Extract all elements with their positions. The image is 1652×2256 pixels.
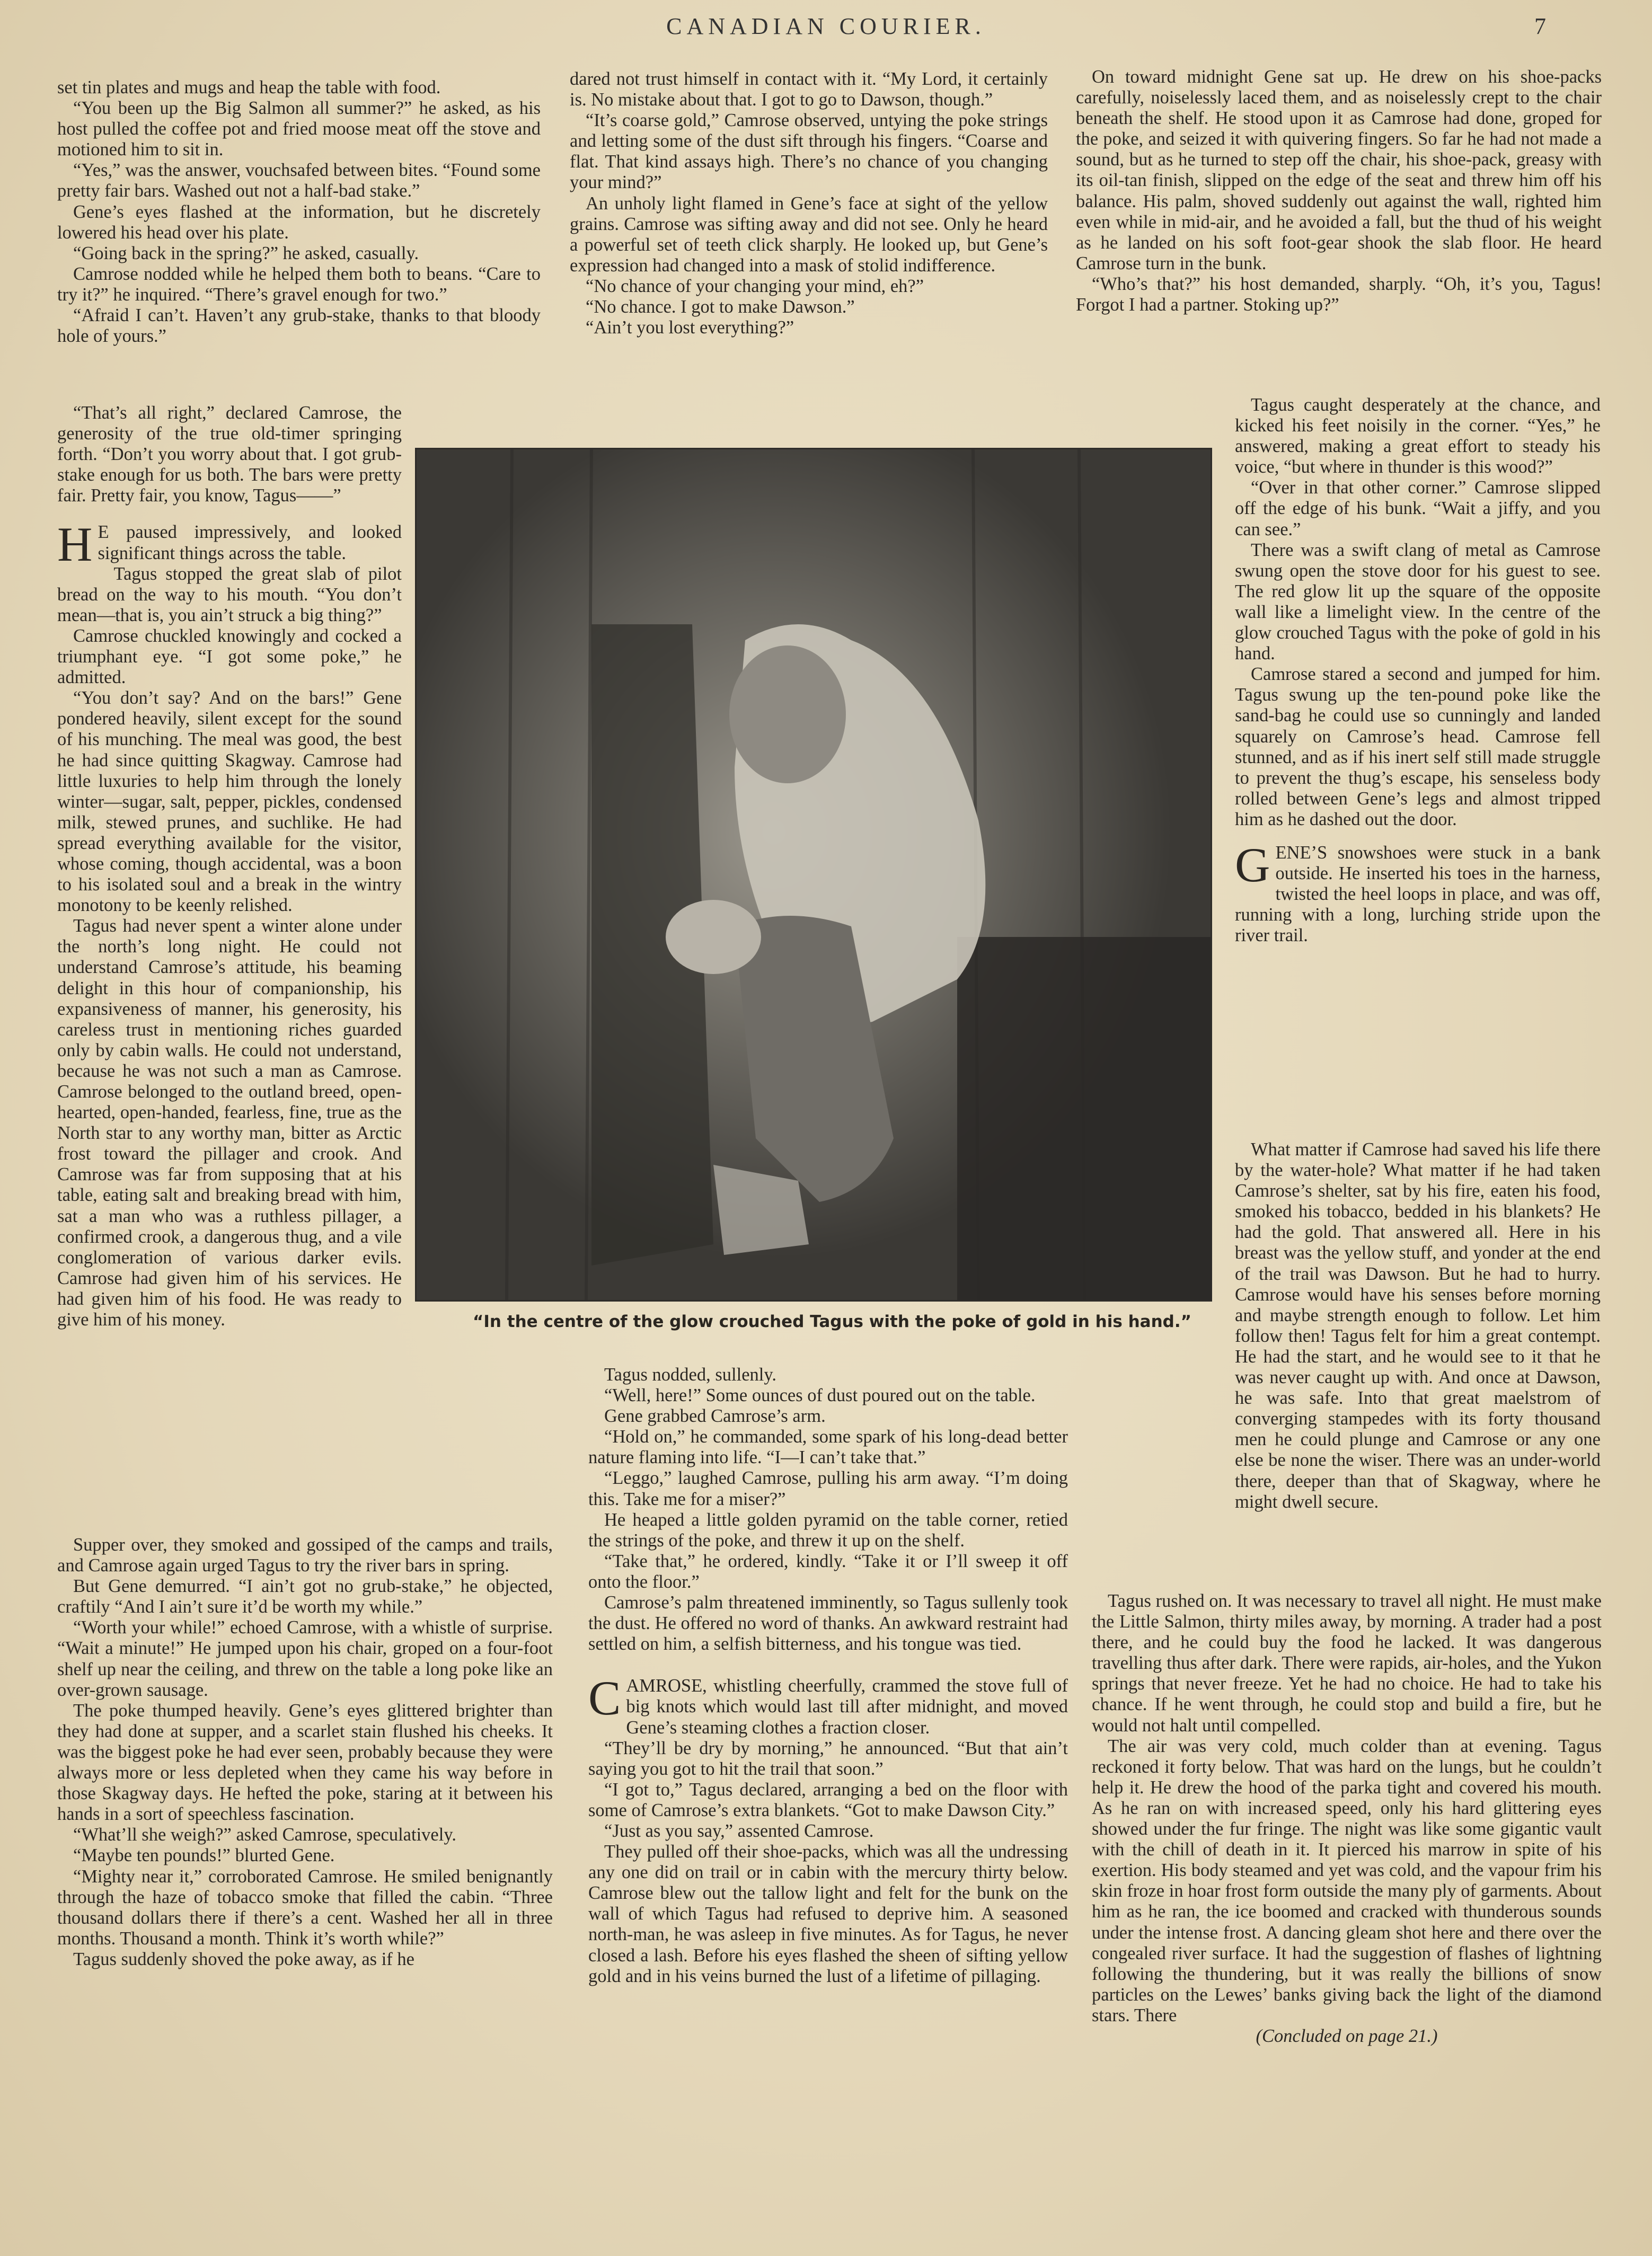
column-3-narrow [1235, 395, 1601, 946]
column-2-bottom [588, 1365, 1068, 1987]
paragraph: “What’ll she weigh?” asked Camrose, speculatively. [73, 1825, 456, 1845]
paragraph: Tagus suddenly shoved the poke away, as if he [73, 1949, 414, 1969]
paragraph: “Afraid I can’t. Haven’t any grub-stake, thanks to that bloody hole of yours.” [57, 305, 541, 347]
drop-cap: G [1235, 837, 1270, 892]
paragraph: “Just as you say,” assented Camrose. [604, 1820, 874, 1841]
paragraph: dared not trust himself in contact with it. “My Lord, it certainly is. No mistake about that. I got to go to Dawson, though.” [570, 69, 1048, 110]
paragraph: “That’s all right,” declared Camrose, the generosity of the true old-timer springing forth. “Don’t you worry about that. I got grub-stake enough for us both. The bars were pretty fair. Pretty fair, you know, Tagus——” [57, 403, 402, 506]
section-start: H E paused impressively, and looked significant things across the table. [57, 517, 402, 572]
paragraph: Camrose’s palm threatened imminently, so Tagus sullenly took the dust. He offered no word of thanks. An awkward restraint had settled on him, a selfish bitterness, and his tongue was tied. [588, 1593, 1068, 1655]
paragraph: “You been up the Big Salmon all summer?” he asked, as his host pulled the coffee pot and fried moose meat off the stove and motioned him to sit in. [57, 98, 541, 160]
paragraph: “Worth your while!” echoed Camrose, with a whistle of surprise. “Wait a minute!” He jumped upon his chair, groped on a four-foot shelf up near the ceiling, and threw on the table a long poke like an over-grown sausage. [57, 1617, 553, 1700]
paragraph: Gene’s eyes flashed at the information, but he discretely lowered his head over his plate. [57, 201, 541, 243]
paragraph: “Hold on,” he commanded, some spark of his long-dead better nature flaming into life. “I—I can’t take that.” [588, 1427, 1068, 1468]
drop-cap: C [588, 1671, 621, 1726]
paragraph: Camrose nodded while he helped them both to beans. “Care to try it?” he inquired. “There’s gravel enough for two.” [57, 263, 541, 305]
paragraph: “It’s coarse gold,” Camrose observed, untying the poke strings and letting some of the dust sift through his fingers. “Coarse and flat. That kind assays high. There’s no chance of you changing your mind?” [570, 110, 1048, 193]
paragraph: Camrose chuckled knowingly and cocked a triumphant eye. “I got some poke,” he admitted. [57, 625, 402, 688]
paragraph: Tagus nodded, sullenly. [604, 1365, 776, 1385]
paragraph: “They’ll be dry by morning,” he announced. “But that ain’t saying you got to hit the trail that soon.” [588, 1738, 1068, 1779]
paragraph: Tagus rushed on. It was necessary to travel all night. He must make the Little Salmon, thirty miles away, by morning. A trader had a post there, and he could buy the food he lacked. It was dangerous travelling thus after dark. There were rapids, air-holes, and the Yukon springs that never freeze. Yet he had no choice. He had to take his chance. If he went through, he could stop and build a fire, but he would not halt until compelled. [1092, 1591, 1602, 1736]
paragraph: Supper over, they smoked and gossiped of the camps and trails, and Camrose again urged Tagus to try the river bars in spring. [57, 1535, 553, 1576]
paragraph: Tagus caught desperately at the chance, and kicked his feet noisily in the corner. “Yes,” he answered, making a great effort to steady his voice, “but where in thunder is this wood?” [1235, 395, 1601, 477]
paragraph: “Yes,” was the answer, vouchsafed between bites. “Found some pretty fair bars. Washed out not a half-bad stake.” [57, 160, 541, 201]
paragraph: Tagus had never spent a winter alone under the north’s long night. He could not understand Camrose’s attitude, his beaming delight in this hour of companionship, his expansiveness of manner, his generosity, his careless trust in mentioning riches guarded only by cabin walls. He could not understand, because he was not such a man as Camrose. Camrose belonged to the outland breed, open-hearted, open-handed, fearless, fine, true as the North star to any worthy man, bitter as Arctic frost toward the pillager and crook. And Camrose was far from supposing that at his table, eating salt and breaking bread with him, sat a man who was a ruthless pillager, a confirmed crook, a dangerous thug, and a vile conglomeration of various darker evils. Camrose had given him of his services. He had given him of his food. He was ready to give him of his money. [57, 916, 402, 1330]
drop-cap: H [57, 517, 93, 572]
illustration-caption: “In the centre of the glow crouched Tagus with the poke of gold in his hand.” [473, 1312, 1191, 1331]
paragraph: “Mighty near it,” corroborated Camrose. He smiled benignantly through the haze of tobacco smoke that filled the cabin. “Three thousand dollars there if there’s a cent. Washed her all in three months. Thousand a month. Think it’s worth while?” [57, 1866, 553, 1949]
column-1-narrow [57, 403, 402, 1330]
column-1-top [57, 77, 541, 347]
illustration-drawing [417, 449, 1211, 1300]
paragraph: The poke thumped heavily. Gene’s eyes glittered brighter than they had done at supper, and a scarlet stain flushed his cheeks. It was the biggest poke he had ever seen, probably because they were always more or less depleted when they came his way before in those Skagway days. He hefted the poke, staring at it between his hands in a sort of speechless fascination. [57, 1700, 553, 1825]
paragraph: “You don’t say? And on the bars!” Gene pondered heavily, silent except for the sound of his munching. The meal was good, the best he had since quitting Skagway. Camrose had little luxuries to help him through the lonely winter—sugar, salt, pepper, pickles, condensed milk, stewed prunes, and suchlike. He had spread everything available for the visitor, whose coming, though accidental, was a boon to his isolated soul and a break in the wintry monotony to be keenly relished. [57, 688, 402, 916]
paragraph: “Going back in the spring?” he asked, casually. [73, 243, 419, 263]
paragraph: But Gene demurred. “I ain’t got no grub-stake,” he objected, craftily “And I ain’t sure it’d be worth my while.” [57, 1576, 553, 1617]
paragraph: Camrose stared a second and jumped for him. Tagus swung up the ten-pound poke like the sand-bag he could use so cunningly and landed squarely on Camrose’s head. Camrose fell stunned, and as if his inert self still made struggle to prevent the thug’s escape, his senseless body rolled between Gene’s legs and almost tripped him as he dashed out the door. [1235, 664, 1601, 829]
paragraph: On toward midnight Gene sat up. He drew on his shoe-packs carefully, noiselessly laced them, and as noiselessly crept to the chair beneath the shelf. He stood upon it as Camrose had done, groped for the poke, and seized it with quivering fingers. So far he had not made a sound, but as he turned to step off the chair, his shoe-pack, greasy with its oil-tan finish, slipped on the edge of the seat and threw him off his balance. His palm, shoved suddenly out against the wall, righted him even while in mid-air, and he avoided a fall, but the thud of his weight as he landed on his soft foot-gear shook the slab floor. He heard Camrose turn in the bunk. [1076, 67, 1602, 273]
column-3-middle [1235, 1139, 1601, 1512]
section-start: CAMROSE, whistling cheerfully, crammed the stove full of big knots which would last till after midnight, and moved Gene’s steaming clothes a fraction closer. [588, 1671, 1068, 1738]
column-1-bottom [57, 1535, 553, 1970]
paragraph: “Who’s that?” his host demanded, sharply. “Oh, it’s you, Tagus! Forgot I had a partner. Stoking up?” [1076, 273, 1602, 315]
page-number: 7 [1534, 13, 1546, 39]
paragraph: They pulled off their shoe-packs, which was all the undressing any one did on trail or in cabin with the mercury thirty below. Camrose blew out the tallow light and felt for the bunk on the wall of which Tagus had refused to deprive him. A seasoned north-man, he was asleep in five minutes. As for Tagus, he never closed a lash. Before his eyes flashed the sheen of sifting yellow gold and in his veins burned the lust of a lifetime of pillaging. [588, 1842, 1068, 1986]
masthead: CANADIAN COURIER. [666, 13, 986, 39]
column-2-top [570, 69, 1048, 338]
column-3-wide [1092, 1591, 1602, 2047]
paragraph: Gene grabbed Camrose’s arm. [604, 1406, 826, 1427]
paragraph: set tin plates and mugs and heap the table with food. [57, 77, 441, 98]
paragraph: There was a swift clang of metal as Camrose swung open the stove door for his guest to see. The red glow lit up the square of the opposite wall like a limelight view. In the centre of the glow crouched Tagus with the poke of gold in his hand. [1235, 539, 1601, 664]
paragraph: “No chance. I got to make Dawson.” [586, 297, 855, 317]
paragraph: “Leggo,” laughed Camrose, pulling his arm away. “I’m doing this. Take me for a miser?” [588, 1468, 1068, 1509]
continued-note: (Concluded on page 21.) [1256, 2025, 1438, 2046]
paragraph: The air was very cold, much colder than at evening. Tagus reckoned it forty below. That was hard on the lungs, but he couldn’t help it. He drew the hood of the parka tight and covered his mouth. As he ran on with increased speed, only his hard glittering eyes showed under the fur fringe. The night was like some gigantic vault with the chill of death in it. It pierced his marrow in spite of his exertion. His body steamed and yet was cold, and the vapour frim his skin froze in hoar frost form outside the many ply of garments. About him as he ran, the ice boomed and cracked with thunderous sounds under the intense frost. A dancing gleam shot here and there over the congealed river surface. It had the suggestion of flashes of lightning following the thundering, but it was really the billions of snow particles on the Lewes’ banks giving back the light of the diamond stars. There [1092, 1736, 1602, 2025]
paragraph: An unholy light flamed in Gene’s face at sight of the yellow grains. Camrose was sifting away and did not see. Only he heard a powerful set of teeth click sharply. He looked up, but Gene’s expression had changed into a mask of stolid indifference. [570, 193, 1048, 276]
paragraph: “I got to,” Tagus declared, arranging a bed on the floor with some of Camrose’s extra blankets. “Got to make Dawson City.” [588, 1779, 1068, 1820]
paragraph: “Ain’t you lost everything?” [586, 317, 794, 338]
section-start: GENE’S snowshoes were stuck in a bank outside. He inserted his toes in the harness, twisted the heel loops in place, and was off, running with a long, lurching stride upon the river trail. [1235, 837, 1601, 946]
paragraph: “Over in that other corner.” Camrose slipped off the edge of his bunk. “Wait a jiffy, and you can see.” [1235, 477, 1601, 539]
paragraph: “Take that,” he ordered, kindly. “Take it or I’ll sweep it off onto the floor.” [588, 1551, 1068, 1592]
paragraph: “No chance of your changing your mind, eh?” [586, 276, 924, 296]
paragraph: What matter if Camrose had saved his life there by the water-hole? What matter if he had taken Camrose’s shelter, sat by his fire, eaten his food, smoked his tobacco, bedded in his blankets? He had the gold. That answered all. Here in his breast was the yellow stuff, and yonder at the end of the trail was Dawson. But he had to hurry. Camrose would have his senses before morning and maybe strength enough to follow. Let him follow then! Tagus felt for him a great contempt. He had the start, and he would see to it that he was never caught up with. And once at Dawson, he was safe. Into that great maelstrom of converging stampedes with its forty thousand men he could plunge and Camrose or any one else be none the wiser. There was an under-world there, deeper than that of Skagway, where he might dwell secure. [1235, 1139, 1601, 1512]
paragraph: “Well, here!” Some ounces of dust poured out on the table. [604, 1385, 1036, 1406]
paragraph: “Maybe ten pounds!” blurted Gene. [73, 1845, 335, 1866]
paragraph: Tagus stopped the great slab of pilot bread on the way to his mouth. “You don’t mean—that is, you ain’t struck a big thing?” [57, 563, 402, 625]
column-3-top [1076, 67, 1602, 315]
paragraph: He heaped a little golden pyramid on the table corner, retied the strings of the poke, and threw it up on the shelf. [588, 1509, 1068, 1551]
illustration [415, 448, 1212, 1302]
